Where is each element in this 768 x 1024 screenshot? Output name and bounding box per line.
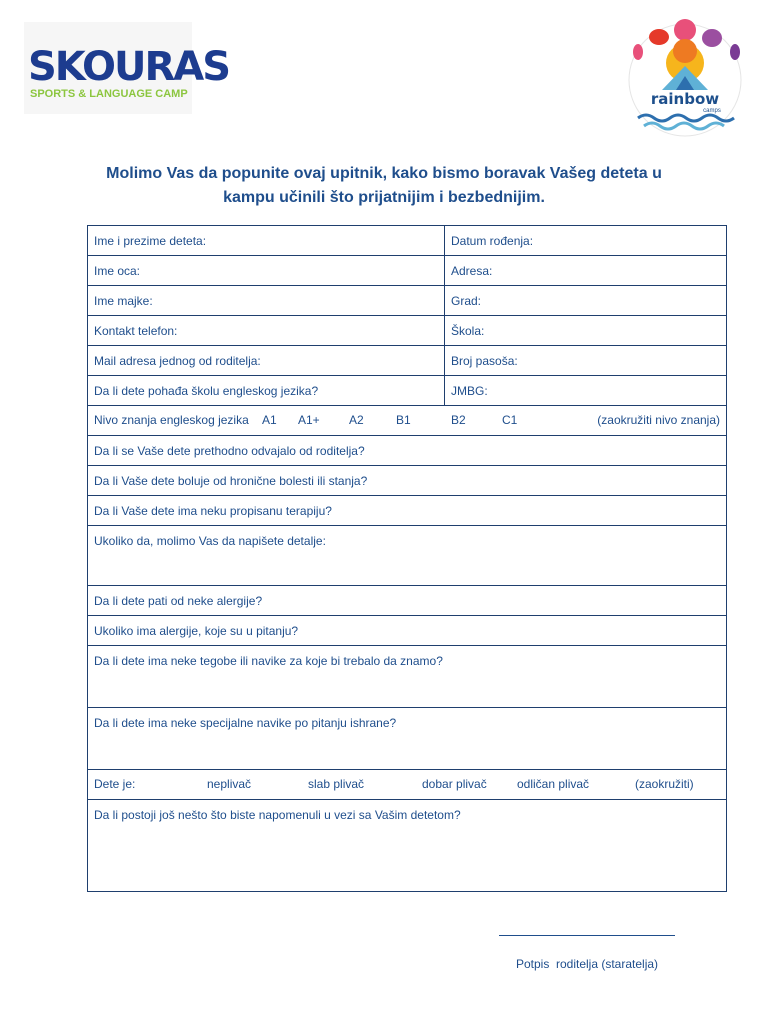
english-level-options — [94, 413, 720, 429]
table-row — [88, 526, 727, 586]
english-level-label: Nivo znanja engleskog jezika — [94, 412, 249, 427]
table-row — [88, 466, 727, 496]
field-english-school[interactable]: Da li dete pohađa školu engleskog jezika? — [88, 376, 445, 406]
level-option-a2[interactable]: A2 — [349, 412, 364, 427]
signature-line[interactable] — [499, 935, 675, 936]
field-phone[interactable]: Kontakt telefon: — [88, 316, 445, 346]
skouras-logo-subtitle: SPORTS & LANGUAGE CAMP — [30, 88, 188, 100]
table-row — [88, 496, 727, 526]
table-row — [88, 406, 727, 436]
field-therapy[interactable]: Da li Vaše dete ima neku propisanu terapiju? — [88, 496, 727, 526]
level-option-a1-plus[interactable]: A1+ — [298, 412, 320, 427]
field-allergy[interactable]: Da li dete pati od neke alergije? — [88, 586, 727, 616]
level-option-c1[interactable]: C1 — [502, 412, 518, 427]
table-row — [88, 376, 727, 406]
form-title-line2: kampu učinili što prijatnijim i bezbednijim. — [223, 189, 545, 206]
table-row — [88, 646, 727, 708]
table-row — [88, 286, 727, 316]
rainbow-logo-subtitle: camps — [703, 108, 721, 114]
field-school[interactable]: Škola: — [445, 316, 727, 346]
table-row — [88, 436, 727, 466]
swim-option-non-swimmer[interactable]: neplivač — [207, 776, 252, 791]
field-therapy-details[interactable]: Ukoliko da, molimo Vas da napišete detalje: — [88, 526, 727, 586]
field-separated[interactable]: Da li se Vaše dete prethodno odvajalo od roditelja? — [88, 436, 727, 466]
field-english-level[interactable] — [88, 406, 727, 436]
field-jmbg[interactable]: JMBG: — [445, 376, 727, 406]
skouras-logo — [24, 22, 230, 114]
table-row — [88, 800, 727, 892]
level-option-a1[interactable]: A1 — [262, 412, 277, 427]
skouras-logo-text: SKOURAS — [28, 44, 230, 90]
form-title-line1: Molimo Vas da popunite ovaj upitnik, kako bismo boravak Vašeg deteta u — [106, 165, 662, 182]
swim-option-good[interactable]: dobar plivač — [422, 776, 487, 791]
field-chronic-illness[interactable]: Da li Vaše dete boluje od hronične bolesti ili stanja? — [88, 466, 727, 496]
level-option-b1[interactable]: B1 — [396, 412, 411, 427]
swim-option-weak[interactable]: slab plivač — [308, 776, 365, 791]
field-habits[interactable]: Da li dete ima neke tegobe ili navike za koje bi trebalo da znamo? — [88, 646, 727, 708]
english-level-note: (zaokružiti nivo znanja) — [597, 412, 720, 427]
field-address[interactable]: Adresa: — [445, 256, 727, 286]
table-row — [88, 226, 727, 256]
table-row — [88, 346, 727, 376]
table-row — [88, 256, 727, 286]
questionnaire-table — [87, 225, 727, 892]
field-city[interactable]: Grad: — [445, 286, 727, 316]
table-row — [88, 316, 727, 346]
field-swimming[interactable] — [88, 770, 727, 800]
field-child-name[interactable]: Ime i prezime deteta: — [88, 226, 445, 256]
field-father-name[interactable]: Ime oca: — [88, 256, 445, 286]
table-row — [88, 616, 727, 646]
field-diet[interactable]: Da li dete ima neke specijalne navike po pitanju ishrane? — [88, 708, 727, 770]
field-mother-name[interactable]: Ime majke: — [88, 286, 445, 316]
table-row — [88, 586, 727, 616]
table-row — [88, 708, 727, 770]
field-passport[interactable]: Broj pasoša: — [445, 346, 727, 376]
form-title — [60, 162, 708, 210]
field-allergy-which[interactable]: Ukoliko ima alergije, koje su u pitanju? — [88, 616, 727, 646]
swimming-note: (zaokružiti) — [635, 776, 694, 791]
swimming-options — [94, 777, 720, 793]
rainbow-logo-text: rainbow — [650, 90, 720, 108]
rainbow-camps-logo — [626, 18, 744, 138]
field-parent-email[interactable]: Mail adresa jednog od roditelja: — [88, 346, 445, 376]
field-birth-date[interactable]: Datum rođenja: — [445, 226, 727, 256]
signature-label: Potpis roditelja (staratelja) — [515, 957, 659, 971]
field-other-notes[interactable]: Da li postoji još nešto što biste napomenuli u vezi sa Vašim detetom? — [88, 800, 727, 892]
table-row — [88, 770, 727, 800]
level-option-b2[interactable]: B2 — [451, 412, 466, 427]
swim-option-excellent[interactable]: odličan plivač — [517, 776, 590, 791]
swimming-label: Dete je: — [94, 776, 136, 791]
